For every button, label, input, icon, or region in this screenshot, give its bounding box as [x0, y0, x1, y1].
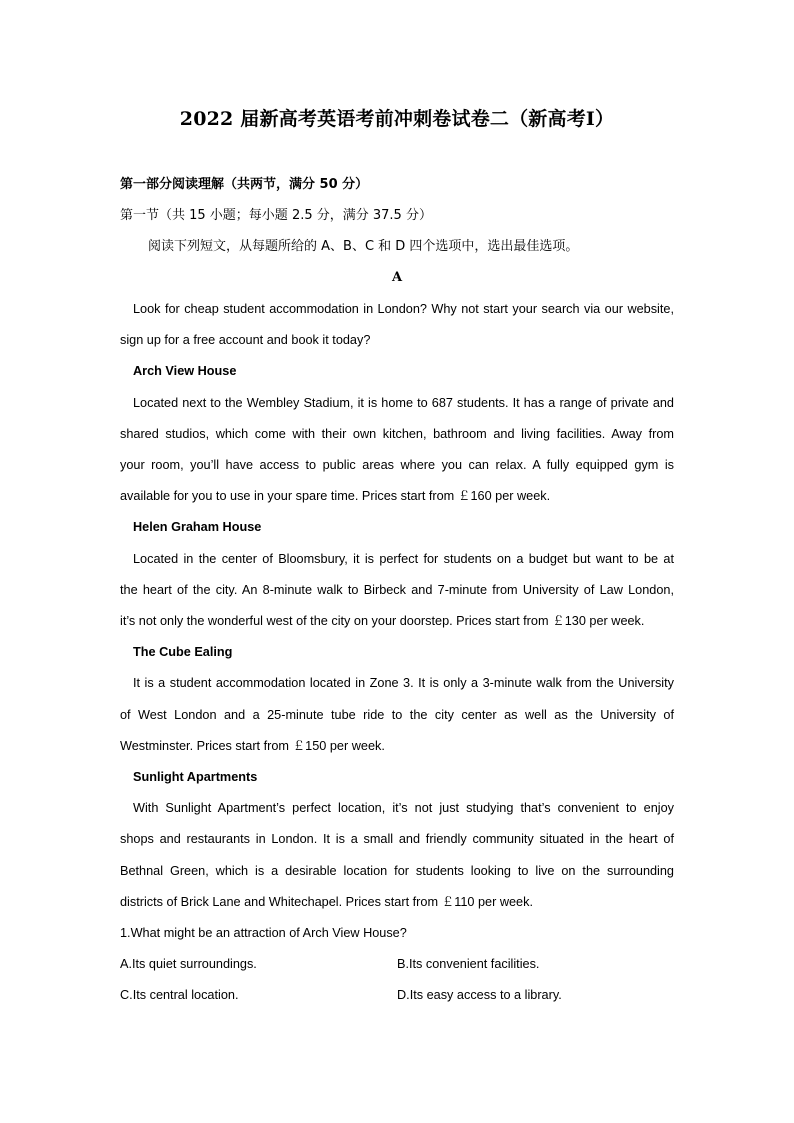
option-c: C.Its central location.: [120, 988, 239, 1002]
listing-heading: Sunlight Apartments: [133, 770, 258, 784]
listing-text-line: available for you to use in your spare time. Prices start from ￡160 per week.: [120, 489, 551, 503]
listing-text-line: shops and restaurants in London. It is a small and friendly community situated in the heart of: [120, 832, 674, 846]
listing-text-line: It is a student accommodation located in Zone 3. It is only a 3-minute walk from the University: [133, 676, 674, 690]
intro-line: sign up for a free account and book it today?: [120, 333, 371, 347]
exam-title: 2022 届新高考英语考前冲刺卷试卷二（新高考Ⅰ）: [179, 108, 615, 130]
listing-text-line: Westminster. Prices start from ￡150 per week.: [120, 739, 385, 753]
listing-text-line: Located in the center of Bloomsbury, it is perfect for students on a budget but want to be at: [133, 552, 674, 566]
listing-heading: Helen Graham House: [133, 520, 262, 534]
instruction: 阅读下列短文，从每题所给的 A、B、C 和 D 四个选项中，选出最佳选项。: [148, 239, 579, 254]
passage-label: A: [391, 270, 403, 285]
listing-text-line: districts of Brick Lane and Whitechapel. Prices start from ￡110 per week.: [120, 895, 533, 909]
listing-text-line: it’s not only the wonderful west of the city on your doorstep. Prices start from ￡130 per week.: [120, 614, 645, 628]
listing-heading: The Cube Ealing: [133, 645, 233, 659]
listing-text-line: the heart of the city. An 8-minute walk to Birbeck and 7-minute from University of Law London,: [120, 583, 674, 597]
option-d: D.Its easy access to a library.: [397, 988, 562, 1002]
intro-line: Look for cheap student accommodation in London? Why not start your search via our website,: [133, 302, 674, 316]
listing-text-line: of West London and a 25-minute tube ride to the city center as well as the University of: [120, 708, 674, 722]
option-b: B.Its convenient facilities.: [397, 957, 540, 971]
listing-text-line: your room, you’ll have access to public areas where you can relax. A fully equipped gym is: [120, 458, 674, 472]
listing-text-line: Located next to the Wembley Stadium, it is home to 687 students. It has a range of private and: [133, 396, 674, 410]
listing-text-line: Bethnal Green, which is a desirable location for students looking to live on the surrounding: [120, 864, 674, 878]
option-a: A.Its quiet surroundings.: [120, 957, 257, 971]
listing-text-line: shared studios, which come with their own kitchen, bathroom and living facilities. Away from: [120, 427, 674, 441]
listing-heading: Arch View House: [133, 364, 237, 378]
section-heading: 第一节（共 15 小题；每小题 2.5 分，满分 37.5 分）: [120, 208, 432, 223]
listing-text-line: With Sunlight Apartment’s perfect location, it’s not just studying that’s convenient to enjoy: [133, 801, 674, 815]
part-heading: 第一部分阅读理解（共两节，满分 50 分）: [120, 177, 369, 192]
question-stem: 1.What might be an attraction of Arch View House?: [120, 926, 407, 940]
